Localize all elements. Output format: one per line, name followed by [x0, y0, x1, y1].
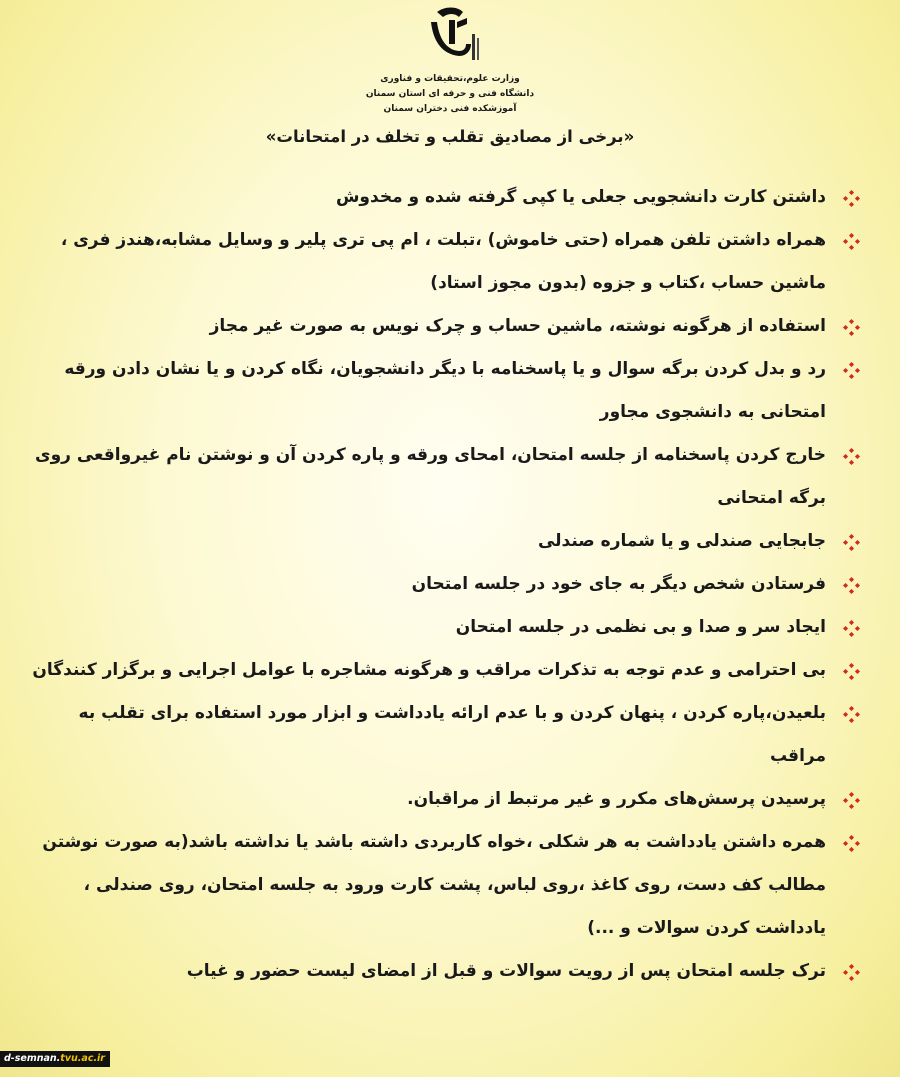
red-diamond-bullet-icon	[843, 663, 860, 680]
list-item-text: همراه داشتن تلفن همراه (حتی خاموش) ،تبلت ، ام پی تری پلیر و وسایل مشابه،هندز فری ، ماشین حساب ،کتاب و جزوه (بدون مجوز استاد)	[60, 230, 826, 293]
institution-block	[0, 72, 900, 117]
list-item	[24, 348, 860, 434]
list-item	[24, 176, 860, 219]
university-name: دانشگاه فنی و حرفه ای استان سمنان	[365, 89, 535, 99]
red-diamond-bullet-icon	[843, 319, 860, 336]
red-diamond-bullet-icon	[843, 792, 860, 809]
university-logo-icon	[415, 4, 485, 66]
list-item-text: استفاده از هرگونه نوشته، ماشین حساب و چرک نویس به صورت غیر مجاز	[209, 316, 826, 336]
list-item	[24, 778, 860, 821]
list-item-text: ترک جلسه امتحان پس از رویت سوالات و قبل از امضای لیست حضور و غیاب	[186, 961, 826, 981]
list-item	[24, 649, 860, 692]
list-item-text: خارج کردن پاسخنامه از جلسه امتحان، امحای ورقه و پاره کردن آن و نوشتن نام غیرواقعی روی برگه امتحانی	[35, 445, 826, 508]
red-diamond-bullet-icon	[843, 620, 860, 637]
list-item-text: جابجایی صندلی و یا شماره صندلی	[537, 531, 826, 551]
footer-site-tag[interactable]	[0, 1051, 110, 1067]
list-item-text: رد و بدل کردن برگه سوال و یا پاسخنامه با دیگر دانشجویان، نگاه کردن و یا نشان دادن ورقه امتحانی به دانشجوی مجاور	[64, 359, 826, 422]
list-item-text: بلعیدن،پاره کردن ، پنهان کردن و با عدم ارائه یادداشت و ابزار مورد استفاده برای تقلب به مراقب	[78, 703, 826, 766]
red-diamond-bullet-icon	[843, 362, 860, 379]
list-item	[24, 434, 860, 520]
list-item	[24, 520, 860, 563]
ministry-name: وزارت علوم،تحقیقات و فناوری	[380, 74, 520, 84]
list-item-text: داشتن کارت دانشجویی جعلی یا کپی گرفته شده و مخدوش	[335, 187, 826, 207]
list-item	[24, 563, 860, 606]
red-diamond-bullet-icon	[843, 964, 860, 981]
footer-site-accent: tvu.ac.ir	[60, 1053, 105, 1064]
college-name: آموزشکده فنی دختران سمنان	[383, 104, 517, 114]
red-diamond-bullet-icon	[843, 190, 860, 207]
red-diamond-bullet-icon	[843, 706, 860, 723]
red-diamond-bullet-icon	[843, 577, 860, 594]
list-item	[24, 821, 860, 950]
red-diamond-bullet-icon	[843, 835, 860, 852]
list-item-text: بی احترامی و عدم توجه به تذکرات مراقب و هرگونه مشاجره با عوامل اجرایی و برگزار کنندگان	[32, 660, 826, 680]
list-item-text: پرسیدن پرسش‌های مکرر و غیر مرتبط از مراقبان.	[407, 789, 826, 809]
violations-list	[24, 176, 860, 993]
list-item	[24, 305, 860, 348]
page-title: «برخی از مصادیق تقلب و تخلف در امتحانات»	[265, 127, 635, 146]
footer-site-prefix: d-semnan.	[4, 1053, 61, 1064]
list-item-text: همره داشتن یادداشت به هر شکلی ،خواه کاربردی داشته باشد یا نداشته باشد(به صورت نوشتن مطالب کف دست، روی کاغذ ،روی لباس، پشت کارت ورود به جلسه امتحان، روی صندلی ، یادداشت کردن سوالات و ...)	[42, 832, 826, 938]
list-item	[24, 219, 860, 305]
list-item	[24, 692, 860, 778]
list-item-text: فرستادن شخص دیگر به جای خود در جلسه امتحان	[411, 574, 826, 594]
list-item	[24, 606, 860, 649]
red-diamond-bullet-icon	[843, 534, 860, 551]
list-item-text: ایجاد سر و صدا و بی نظمی در جلسه امتحان	[455, 617, 826, 637]
red-diamond-bullet-icon	[843, 233, 860, 250]
red-diamond-bullet-icon	[843, 448, 860, 465]
list-item	[24, 950, 860, 993]
